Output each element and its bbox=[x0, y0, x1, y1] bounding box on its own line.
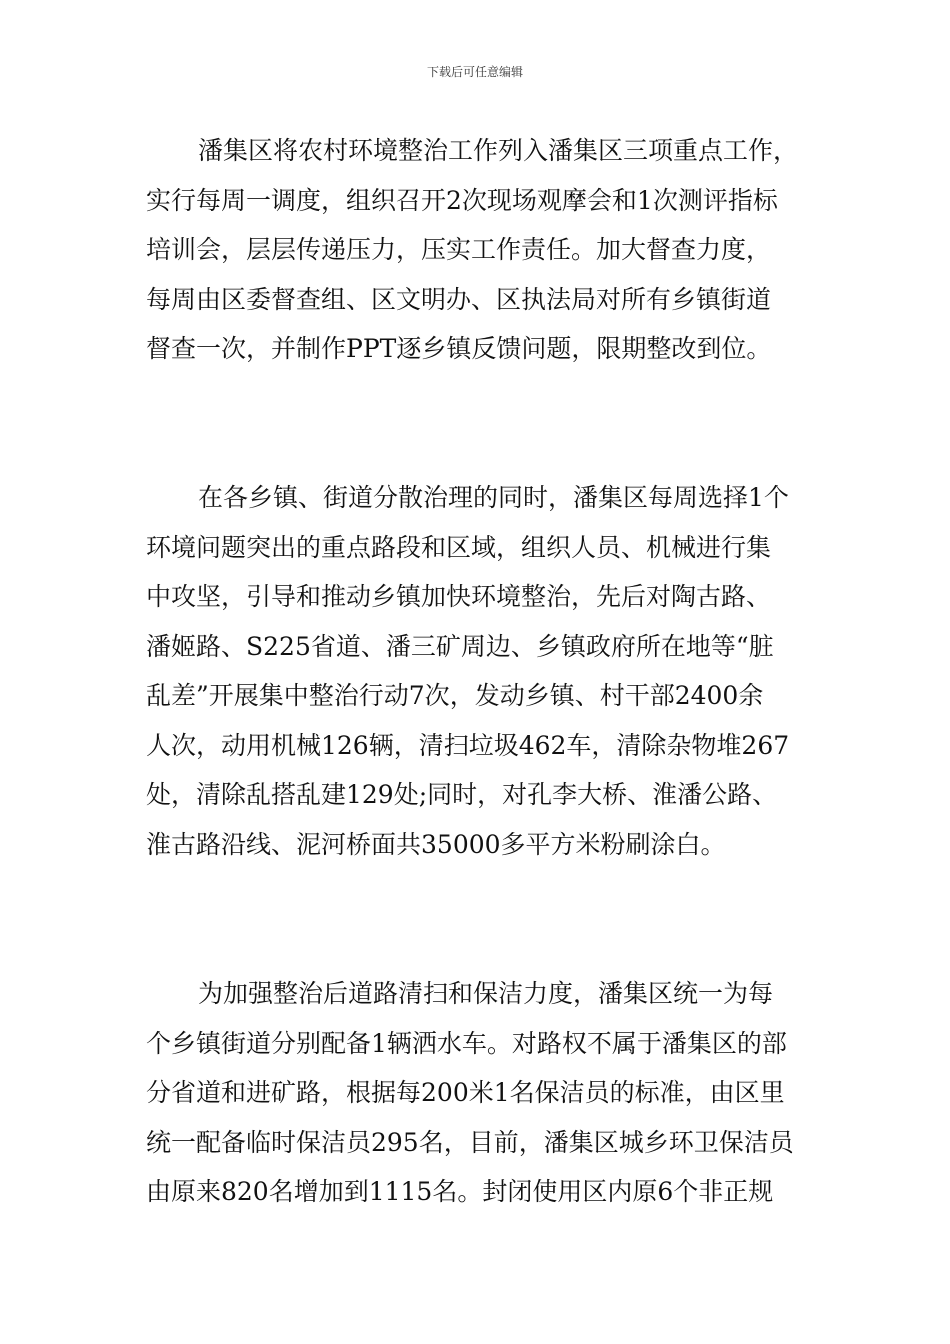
paragraph-line: 每周由区委督查组、区文明办、区执法局对所有乡镇街道 bbox=[146, 284, 772, 314]
paragraph-line: 乱差”开展集中整治行动7次，发动乡镇、村干部2400余 bbox=[146, 681, 764, 710]
paragraph-line: 人次，动用机械126辆，清扫垃圾462车，清除杂物堆267 bbox=[146, 730, 790, 760]
paragraph-line: 环境问题突出的重点路段和区域，组织人员、机械进行集 bbox=[146, 532, 772, 562]
paragraph-2 bbox=[146, 473, 818, 869]
paragraph-line: 潘集区将农村环境整治工作列入潘集区三项重点工作， bbox=[198, 136, 799, 165]
paragraph-line: 分省道和进矿路，根据每200米1名保洁员的标准，由区里 bbox=[146, 1078, 785, 1107]
paragraph-line: 淮古路沿线、泥河桥面共35000多平方米粉刷涂白。 bbox=[146, 829, 726, 859]
paragraph-line: 处，清除乱搭乱建129处;同时，对孔李大桥、淮潘公路、 bbox=[146, 780, 778, 809]
paragraph-3 bbox=[146, 969, 818, 1217]
paragraph-line: 潘姬路、S225省道、潘三矿周边、乡镇政府所在地等“脏 bbox=[146, 631, 774, 661]
paragraph-line: 由原来820名增加到1115名。封闭使用区内原6个非正规 bbox=[146, 1177, 774, 1206]
paragraph-1 bbox=[146, 126, 818, 374]
paragraph-line: 为加强整治后道路清扫和保洁力度，潘集区统一为每 bbox=[198, 979, 774, 1008]
paragraph-line: 培训会，层层传递压力，压实工作责任。加大督查力度， bbox=[146, 235, 772, 264]
paragraph-line: 在各乡镇、街道分散治理的同时，潘集区每周选择1个 bbox=[198, 483, 789, 512]
paragraph-line: 实行每周一调度，组织召开2次现场观摩会和1次测评指标 bbox=[146, 185, 778, 215]
paragraph-line: 统一配备临时保洁员295名，目前，潘集区城乡环卫保洁员 bbox=[146, 1127, 794, 1157]
paragraph-line: 中攻坚，引导和推动乡镇加快环境整治，先后对陶古路、 bbox=[146, 582, 772, 611]
page-header: 下载后可任意编辑 bbox=[426, 65, 523, 79]
paragraph-line: 个乡镇街道分别配备1辆洒水车。对路权不属于潘集区的部 bbox=[146, 1028, 787, 1058]
paragraph-line: 督查一次，并制作PPT逐乡镇反馈问题，限期整改到位。 bbox=[146, 334, 772, 363]
